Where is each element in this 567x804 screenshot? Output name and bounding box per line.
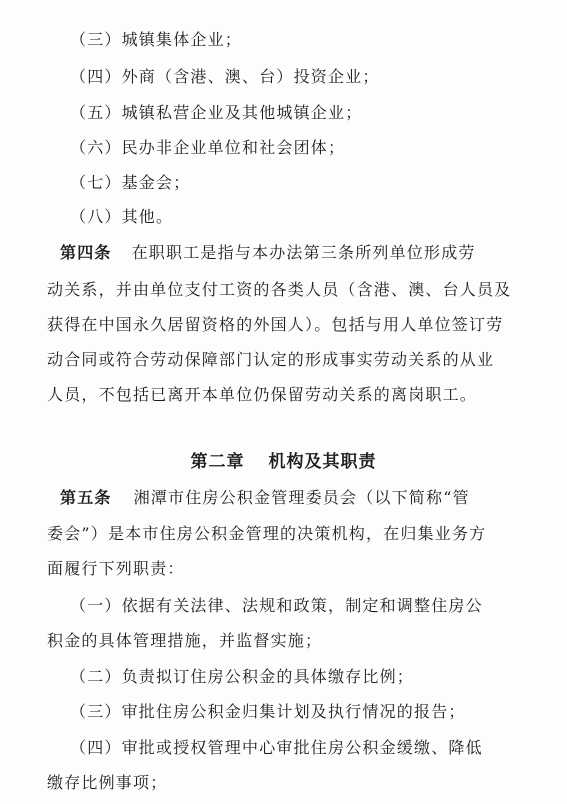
list-item-3: （三）城镇集体企业； [70,30,243,49]
duty-item-1-cont: 积金的具体管理措施，并监督实施； [47,631,323,650]
list-item-4: （四）外商（含港、澳、台）投资企业； [70,67,380,86]
list-item-7: （七）基金会； [70,173,191,192]
article-5-text-line-1: 湘潭市住房公积金管理委员会（以下简称“管 [133,488,470,507]
list-item-6: （六）民办非企业单位和社会团体； [70,138,346,157]
duty-item-4: （四）审批或授权管理中心审批住房公积金缓缴、降低 [70,738,483,757]
article-4-text-line-3: 获得在中国永久居留资格的外国人）。包括与用人单位签订劳 [47,315,504,334]
duty-item-1: （一）依据有关法律、法规和政策，制定和调整住房公 [70,596,483,615]
duty-item-4-cont: 缴存比例事项； [47,773,168,792]
article-4-label: 第四条 [60,243,112,262]
article-4-text-line-5: 人员，不包括已离开本单位仍保留劳动关系的离岗职工。 [47,385,478,404]
article-5-first-line [60,488,540,508]
article-4-first-line [60,243,540,263]
article-4-text-line-1: 在职职工是指与本办法第三条所列单位形成劳 [131,243,476,262]
article-4-text-line-2: 动关系，并由单位支付工资的各类人员（含港、澳、台人员及 [47,280,512,299]
duty-item-2: （二）负责拟订住房公积金的具体缴存比例； [70,667,415,686]
chapter-number: 第二章 [190,452,245,472]
chapter-title: 机构及其职责 [268,452,377,472]
article-5-text-line-3: 面履行下列职责： [47,559,185,578]
duty-item-3: （三）审批住房公积金归集计划及执行情况的报告； [70,702,466,721]
list-item-8: （八）其他。 [70,207,174,226]
list-item-5: （五）城镇私营企业及其他城镇企业； [70,103,363,122]
article-5-text-line-2: 委会”）是本市住房公积金管理的决策机构，在归集业务方 [47,524,487,543]
article-5-label: 第五条 [60,488,112,507]
article-4-text-line-4: 动合同或符合劳动保障部门认定的形成事实劳动关系的从业 [47,350,495,369]
chapter-heading [0,451,567,473]
